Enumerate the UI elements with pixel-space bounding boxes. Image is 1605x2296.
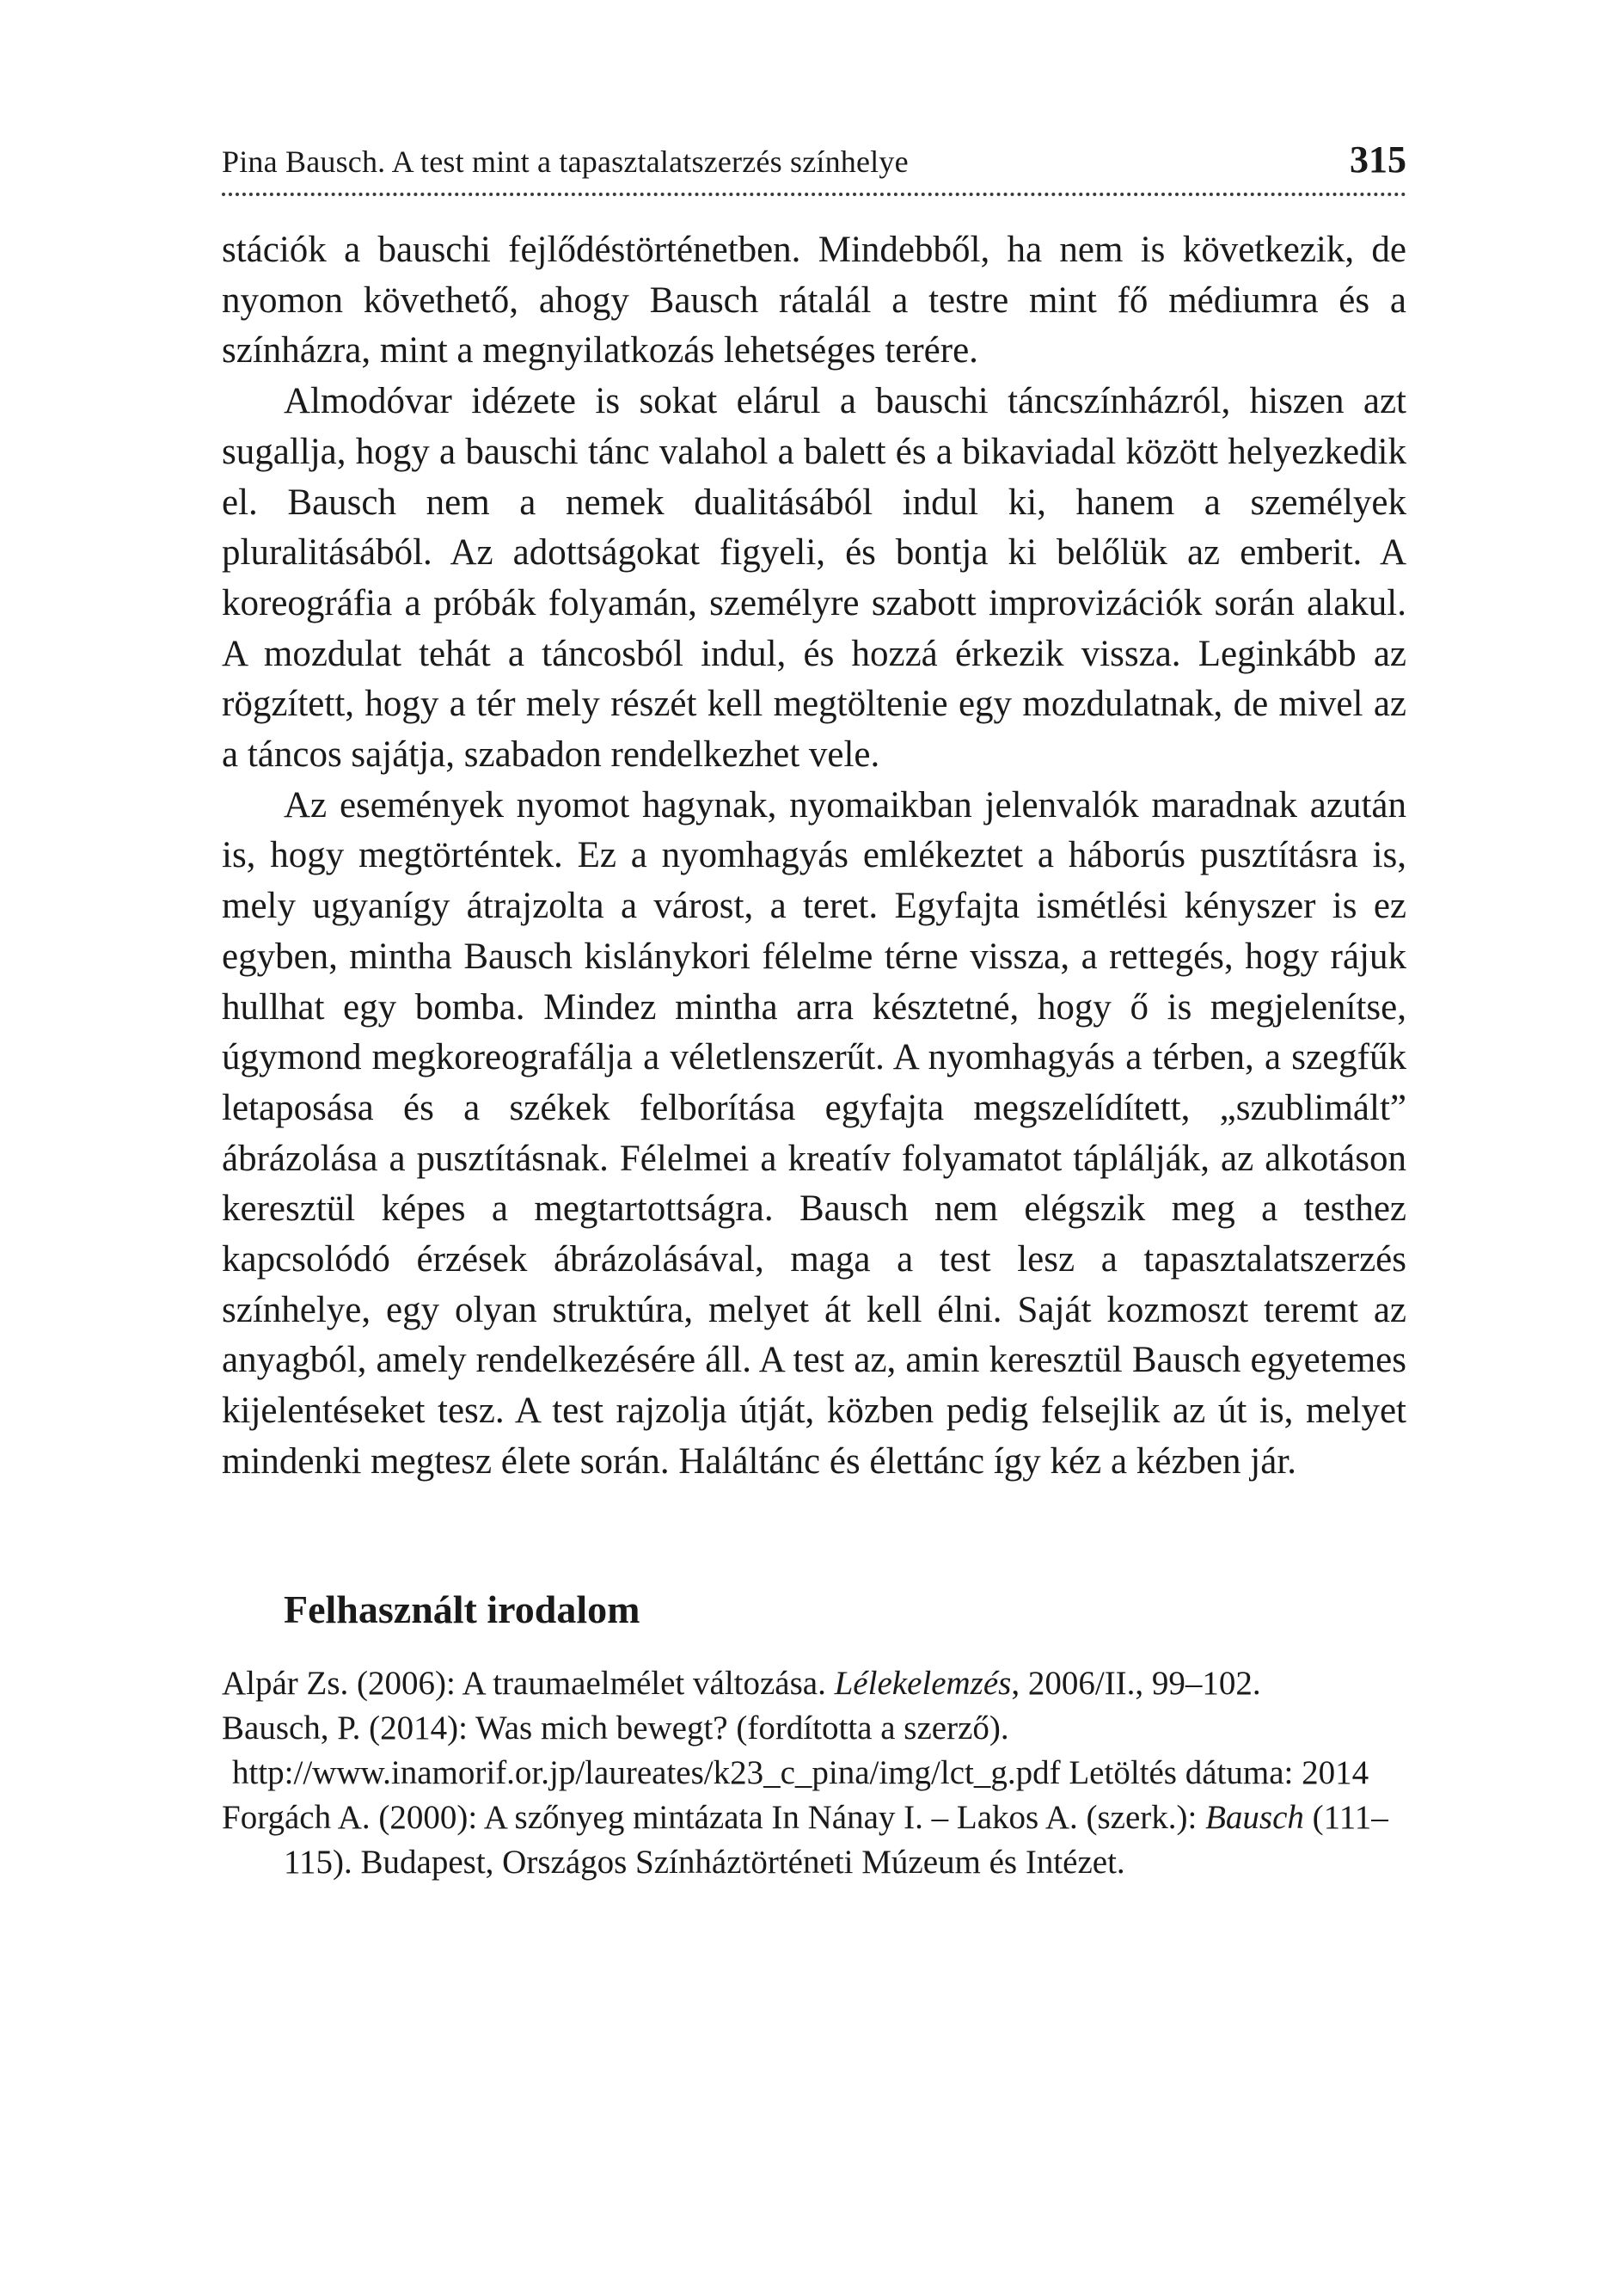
reference-list (222, 1661, 1406, 1885)
reference-text: Forgách A. (2000): A szőnyeg mintázata In Nánay I. – Lakos A. (szerk.): (222, 1798, 1206, 1836)
reference-text: (111–115). Budapest, Országos Színháztörténeti Múzeum és Intézet. (284, 1798, 1388, 1881)
running-title: Pina Bausch. A test mint a tapasztalatszerzés színhelye (222, 144, 909, 179)
reference-item-alpar (222, 1661, 1406, 1706)
reference-item-forgach (222, 1796, 1406, 1885)
references-heading: Felhasznált irodalom (284, 1587, 640, 1631)
paragraph-almodovar: Almodóvar idézete is sokat elárul a bauschi táncszínházról, hiszen azt sugallja, hogy a bauschi tánc valahol a balett és a bikaviadal között helyezkedik el. Bausch nem a nemek dualitásából indul ki, hanem a személyek pluralitásából. Az adottságokat figyeli, és bontja ki belőlük az emberit. A koreográfia a próbák folyamán, személyre szabott improvizációk során alakul. A mozdulat tehát a táncosból indul, és hozzá érkezik vissza. Leginkább az rögzített, hogy a tér mely részét kell megtöltenie egy mozdulatnak, de mivel az a táncos sajátja, szabadon rendelkezhet vele. (222, 381, 1406, 776)
reference-url: http://www.inamorif.or.jp/laureates/k23_c_pina/img/lct_g.pdf Letöltés dátuma: 2014 (232, 1753, 1369, 1791)
book-page (222, 138, 1406, 1885)
body-text (222, 225, 1406, 1488)
reference-journal-title: Lélekelemzés (834, 1664, 1012, 1702)
page-number: 315 (1350, 138, 1406, 181)
reference-text: Bausch, P. (2014): Was mich bewegt? (fordította a szerző). (222, 1709, 1009, 1747)
paragraph-continuation: stációk a bauschi fejlődéstörténetben. Mindebből, ha nem is következik, de nyomon követhető, ahogy Bausch rátalál a testre mint fő médiumra és a színházra, mint a megnyilatkozás lehetséges terére. (222, 230, 1406, 371)
reference-book-title: Bausch (1205, 1798, 1304, 1836)
reference-text: Alpár Zs. (2006): A traumaelmélet változása. (222, 1664, 835, 1702)
reference-item-bausch (222, 1706, 1406, 1751)
reference-text: , 2006/II., 99–102. (1011, 1664, 1261, 1702)
running-header (222, 138, 1406, 196)
paragraph-events: Az események nyomot hagynak, nyomaikban jelenvalók maradnak azután is, hogy megtörténtek. Ez a nyomhagyás emlékeztet a háborús pusztításra is, mely ugyanígy átrajzolta a várost, a teret. Egyfajta ismétlési kényszer is ez egyben, mintha Bausch kislánykori félelme térne vissza, a rettegés, hogy rájuk hullhat egy bomba. Mindez mintha arra késztetné, hogy ő is megjelenítse, úgymond megkoreografálja a véletlenszerűt. A nyomhagyás a térben, a szegfűk letaposása és a székek felborítása egyfajta megszelídített, „szublimált” ábrázolása a pusztításnak. Félelmei a kreatív folyamatot táplálják, az alkotáson keresztül képes a megtartottságra. Bausch nem elégszik meg a testhez kapcsolódó érzések ábrázolásával, maga a test lesz a tapasztalatszerzés színhelye, egy olyan struktúra, melyet át kell élni. Saját kozmoszt teremt az anyagból, amely rendelkezésére áll. A test az, amin keresztül Bausch egyetemes kijelentéseket tesz. A test rajzolja útját, közben pedig felsejlik az út is, melyet mindenki megtesz élete során. Haláltánc és élettánc így kéz a kézben jár. (222, 784, 1406, 1482)
reference-item-url (222, 1751, 1406, 1796)
